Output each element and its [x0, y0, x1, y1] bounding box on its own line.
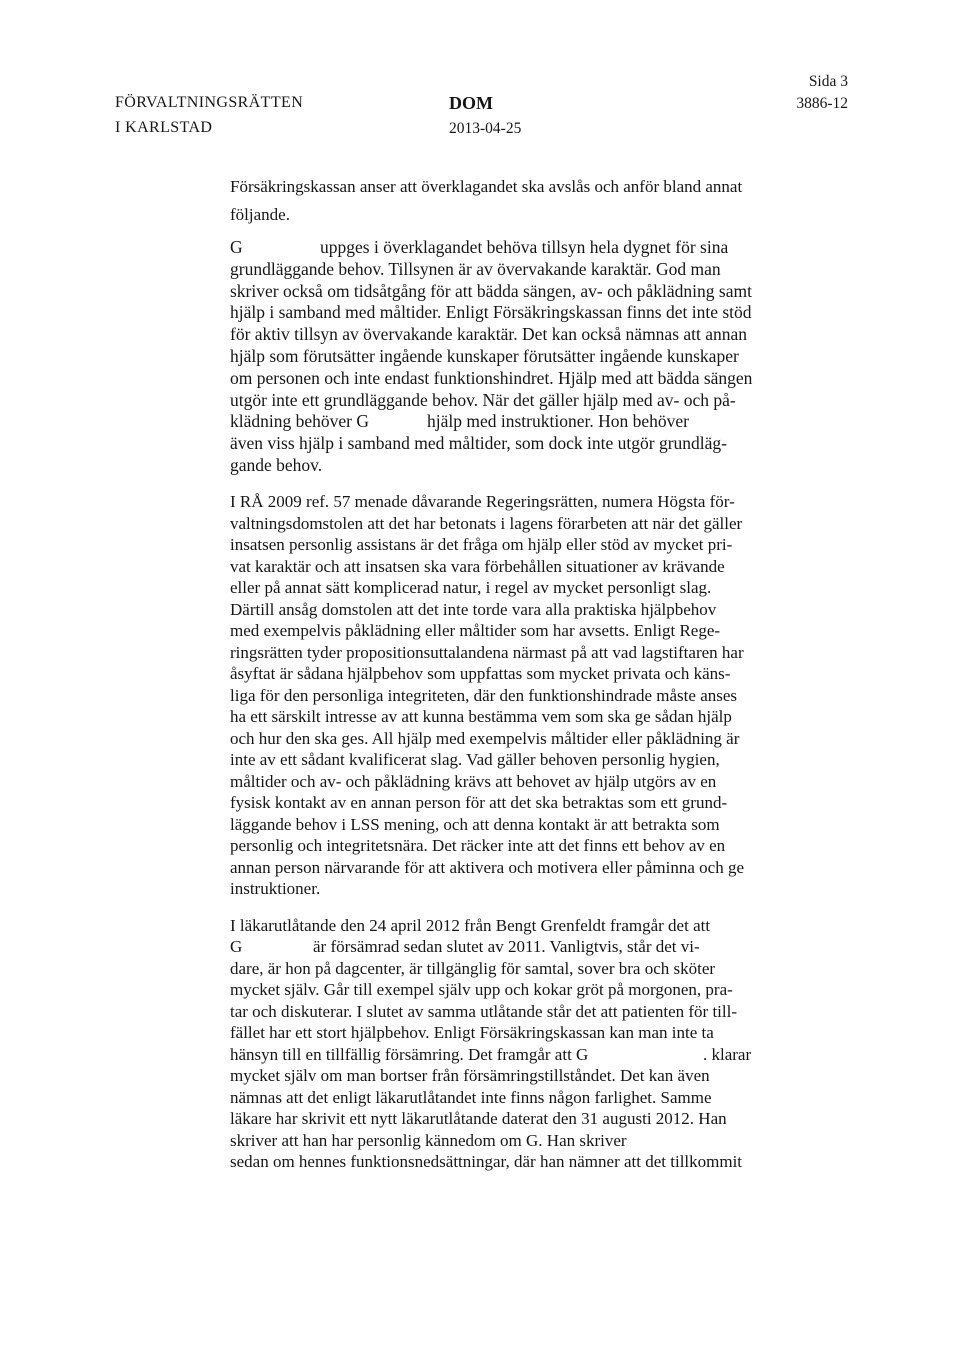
text-line — [230, 620, 800, 642]
line-text: mycket själv om man bortser från försämringstillståndet. Det kan även — [230, 1066, 710, 1086]
line-text: G — [230, 937, 243, 957]
line-text: hjälp i samband med måltider. Enligt Försäkringskassan finns det inte stöd — [230, 302, 752, 323]
line-text: personlig och integritetsnära. Det räcker inte att det finns ett behov av en — [230, 836, 726, 855]
line-text: och hur den ska ges. All hjälp med exempelvis måltider eller påklädning är — [230, 728, 740, 748]
text-line — [230, 432, 800, 454]
line-text: sedan om hennes funktionsnedsättningar, där han nämner att det tillkommit — [230, 1151, 743, 1171]
line-text: fället har ett stort hjälpbehov. Enligt Försäkringskassan kan man inte ta — [230, 1023, 714, 1043]
line-text: måltider och av- och påklädning krävs att behovet av hjälp utgörs av en — [230, 771, 717, 791]
line-text: valtningsdomstolen att det har betonats i lagens förarbeten att när det gäller — [230, 513, 743, 533]
text-line — [230, 878, 800, 900]
text-line — [230, 301, 800, 323]
text-line — [230, 1087, 800, 1109]
line-text: grundläggande behov. Tillsynen är av övervakande karaktär. God man — [230, 258, 721, 279]
text-line — [230, 410, 800, 432]
text-line — [230, 835, 800, 857]
text-line — [230, 1130, 800, 1152]
text-line — [230, 367, 800, 389]
line-text: åsyftat är sådana hjälpbehov som uppfattas som mycket privata och käns- — [230, 664, 731, 683]
line-text: utgör inte ett grundläggande behov. När det gäller hjälp med av- och på- — [230, 389, 736, 410]
text-line — [230, 1108, 800, 1130]
line-text-after-redaction: . klarar — [703, 1044, 752, 1064]
document-date: 2013-04-25 — [449, 120, 522, 137]
line-text: hjälp som förutsätter ingående kunskaper förutsätter ingående kunskaper — [230, 346, 739, 366]
line-text: eller på annat sätt komplicerad natur, i regel av mycket personligt slag. — [230, 578, 712, 597]
page-number: Sida 3 — [808, 73, 848, 90]
line-text: skriver också om tidsåtgång för att bädda sängen, av- och påklädning samt — [230, 280, 752, 301]
line-text: vat karaktär och att insatsen ska vara förbehållen situationer av krävande — [230, 556, 725, 576]
line-text: med exempelvis påklädning eller måltider som har avsetts. Enligt Rege- — [230, 621, 721, 640]
court-name: FÖRVALTNINGSRÄTTEN — [115, 94, 304, 111]
text-line — [230, 345, 800, 367]
line-text-after-redaction: hjälp med instruktioner. Hon behöver — [427, 411, 689, 432]
line-text-after-redaction: . Han skriver — [538, 1130, 627, 1150]
line-text: skriver att han har personlig kännedom om G — [230, 1130, 539, 1150]
text-line — [230, 534, 800, 556]
line-text: för aktiv tillsyn av övervakande karaktär. Det kan också nämnas att annan — [230, 324, 748, 345]
text-line — [230, 979, 800, 1001]
text-line — [230, 389, 800, 411]
text-line — [230, 915, 800, 937]
line-text: I läkarutlåtande den 24 april 2012 från Bengt Grenfeldt framgår det att — [230, 916, 711, 935]
text-line — [230, 663, 800, 685]
line-text: tar och diskuterar. I slutet av samma utlåtande står det att patienten för till- — [230, 1001, 737, 1021]
line-text: instruktioner. — [230, 879, 321, 898]
line-text-after-redaction: är försämrad sedan slutet av 2011. Vanligtvis, står det vi- — [313, 937, 700, 957]
text-line — [230, 176, 800, 198]
text-line — [230, 1022, 800, 1044]
text-line — [230, 236, 800, 258]
text-line — [230, 771, 800, 793]
text-line — [230, 599, 800, 621]
text-line — [230, 577, 800, 599]
line-text: insatsen personlig assistans är det fråga om hjälp eller stöd av mycket pri- — [230, 535, 733, 554]
text-line — [230, 642, 800, 664]
line-text: I RÅ 2009 ref. 57 menade dåvarande Regeringsrätten, numera Högsta för- — [230, 492, 735, 511]
text-line — [230, 792, 800, 814]
text-line — [230, 857, 800, 879]
text-line — [230, 556, 800, 578]
line-text: gande behov. — [230, 455, 323, 475]
text-line — [230, 204, 800, 226]
document-type: DOM — [449, 93, 493, 113]
line-text: om personen och inte endast funktionshindret. Hjälp med att bädda sängen — [230, 367, 753, 388]
line-text: följande. — [230, 205, 290, 224]
line-text: Försäkringskassan anser att överklagandet ska avslås och anför bland annat — [230, 177, 743, 196]
text-line — [230, 1065, 800, 1087]
text-line — [230, 491, 800, 513]
court-location: I KARLSTAD — [115, 119, 213, 136]
line-text: annan person närvarande för att aktivera och motivera eller påminna och ge — [230, 857, 745, 877]
line-text: G — [230, 237, 243, 257]
text-line — [230, 958, 800, 980]
text-line — [230, 1044, 800, 1066]
line-text: ha ett särskilt intresse av att kunna bestämma vem som ska ge sådan hjälp — [230, 707, 732, 726]
line-text: även viss hjälp i samband med måltider, som dock inte utgör grundläg- — [230, 433, 727, 454]
text-line — [230, 1001, 800, 1023]
line-text: dare, är hon på dagcenter, är tillgänglig för samtal, sover bra och sköter — [230, 958, 716, 978]
line-text: mycket själv. Går till exempel själv upp och kokar gröt på morgonen, pra- — [230, 980, 733, 1000]
text-line — [230, 454, 800, 476]
line-text: hänsyn till en tillfällig försämring. Det framgår att G — [230, 1044, 589, 1064]
line-text: läkare har skrivit ett nytt läkarutlåtande daterat den 31 augusti 2012. Han — [230, 1109, 727, 1129]
case-number: 3886-12 — [796, 95, 848, 112]
text-line — [230, 258, 800, 280]
text-line — [230, 323, 800, 345]
line-text: klädning behöver G — [230, 411, 369, 432]
line-text: liga för den personliga integriteten, där den funktionshindrade måste anses — [230, 685, 738, 705]
text-line — [230, 814, 800, 836]
text-line — [230, 280, 800, 302]
text-line — [230, 513, 800, 535]
text-line — [230, 685, 800, 707]
text-line — [230, 1151, 800, 1173]
line-text: inte av ett sådant kvalificerat slag. Vad gäller behoven personlig hygien, — [230, 750, 720, 769]
text-line — [230, 728, 800, 750]
line-text: fysisk kontakt av en annan person för att det ska betraktas som ett grund- — [230, 793, 728, 812]
text-line — [230, 936, 800, 958]
line-text: ringsrätten tyder propositionsuttalandena närmast på att vad lagstiftaren har — [230, 642, 744, 662]
line-text: Därtill ansåg domstolen att det inte torde vara alla praktiska hjälpbehov — [230, 599, 717, 619]
line-text-after-redaction: uppges i överklagandet behöva tillsyn hela dygnet för sina — [320, 237, 729, 257]
text-line — [230, 706, 800, 728]
line-text: nämnas att det enligt läkarutlåtandet inte finns någon farlighet. Samme — [230, 1087, 712, 1107]
text-line — [230, 749, 800, 771]
line-text: läggande behov i LSS mening, och att denna kontakt är att betrakta som — [230, 814, 720, 834]
